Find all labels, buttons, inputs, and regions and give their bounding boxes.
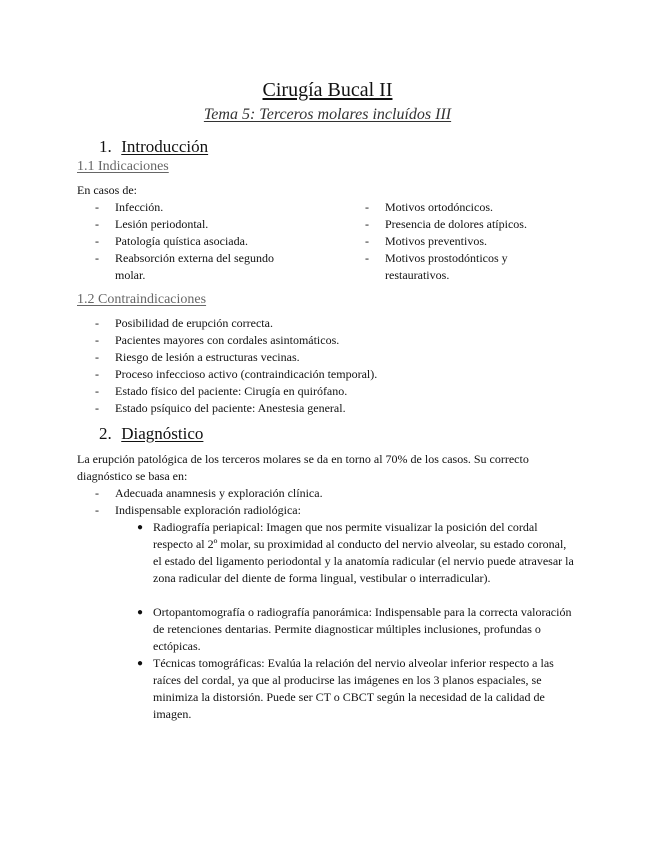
list-item: - Pacientes mayores con cordales asintomáticos.: [95, 333, 340, 347]
list-item: - Estado físico del paciente: Cirugía en quirófano.: [95, 384, 348, 398]
section-number: 1.: [99, 137, 112, 156]
indicaciones-intro: En casos de:: [77, 183, 137, 197]
list-item: - Infección.: [95, 200, 164, 214]
bullet-item: ● Ortopantomografía o radiografía panorámica: Indispensable para la correcta valoración de retenciones dentarias. Permite diagnosticar múltiples inclusiones, profundas o ectópicas.: [137, 605, 572, 653]
list-item: - Patología quística asociada.: [95, 234, 248, 248]
list-item: - Adecuada anamnesis y exploración clínica.: [95, 486, 323, 500]
section-heading-introduccion: [99, 137, 208, 157]
subsection-heading-contraindicaciones: 1.2 Contraindicaciones: [77, 292, 207, 307]
list-item: - Lesión periodontal.: [95, 217, 209, 231]
section-title: Introducción: [121, 137, 209, 156]
list-item: - Presencia de dolores atípicos.: [365, 217, 527, 231]
list-item: - Posibilidad de erupción correcta.: [95, 316, 273, 330]
list-item: - Proceso infeccioso activo (contraindicación temporal).: [95, 367, 378, 381]
section-title: Diagnóstico: [121, 424, 204, 443]
bullet-item: ● Radiografía periapical: Imagen que nos permite visualizar la posición del cordal respecto al 2º molar, su proximidad al conducto del nervio alveolar, su estado coronal, el estado del ligamento periodontal y la anatomía radicular (el nervio puede atravesar la zona radicular del diente de forma lingual, vestibular o interradicular).: [137, 520, 574, 585]
list-item: - Motivos ortodóncicos.: [365, 200, 493, 214]
document-title: Cirugía Bucal II: [262, 79, 393, 101]
list-item: - Motivos preventivos.: [365, 234, 487, 248]
bullet-item: ● Técnicas tomográficas: Evalúa la relación del nervio alveolar inferior respecto a las raíces del cordal, ya que al producirse las imágenes en los 3 planos espaciales, se minimiza la distorsión. Puede ser CT o CBCT según la necesidad de la calidad de imagen.: [137, 656, 554, 721]
document-subtitle: Tema 5: Terceros molares incluídos III: [203, 106, 452, 123]
diagnostico-paragraph: La erupción patológica de los terceros molares se da en torno al 70% de los casos. Su correcto diagnóstico se basa en:: [77, 452, 529, 483]
subsection-heading-indicaciones: 1.1 Indicaciones: [77, 159, 169, 174]
list-item: - Indispensable exploración radiológica:: [95, 503, 301, 517]
section-number: 2.: [99, 424, 112, 443]
list-item: - Reabsorción externa del segundo molar.: [95, 251, 274, 282]
list-item: - Estado psíquico del paciente: Anestesia general.: [95, 401, 346, 415]
list-item: - Motivos prostodónticos y restaurativos.: [365, 251, 508, 282]
section-heading-diagnostico: [99, 424, 203, 444]
list-item: - Riesgo de lesión a estructuras vecinas.: [95, 350, 300, 364]
